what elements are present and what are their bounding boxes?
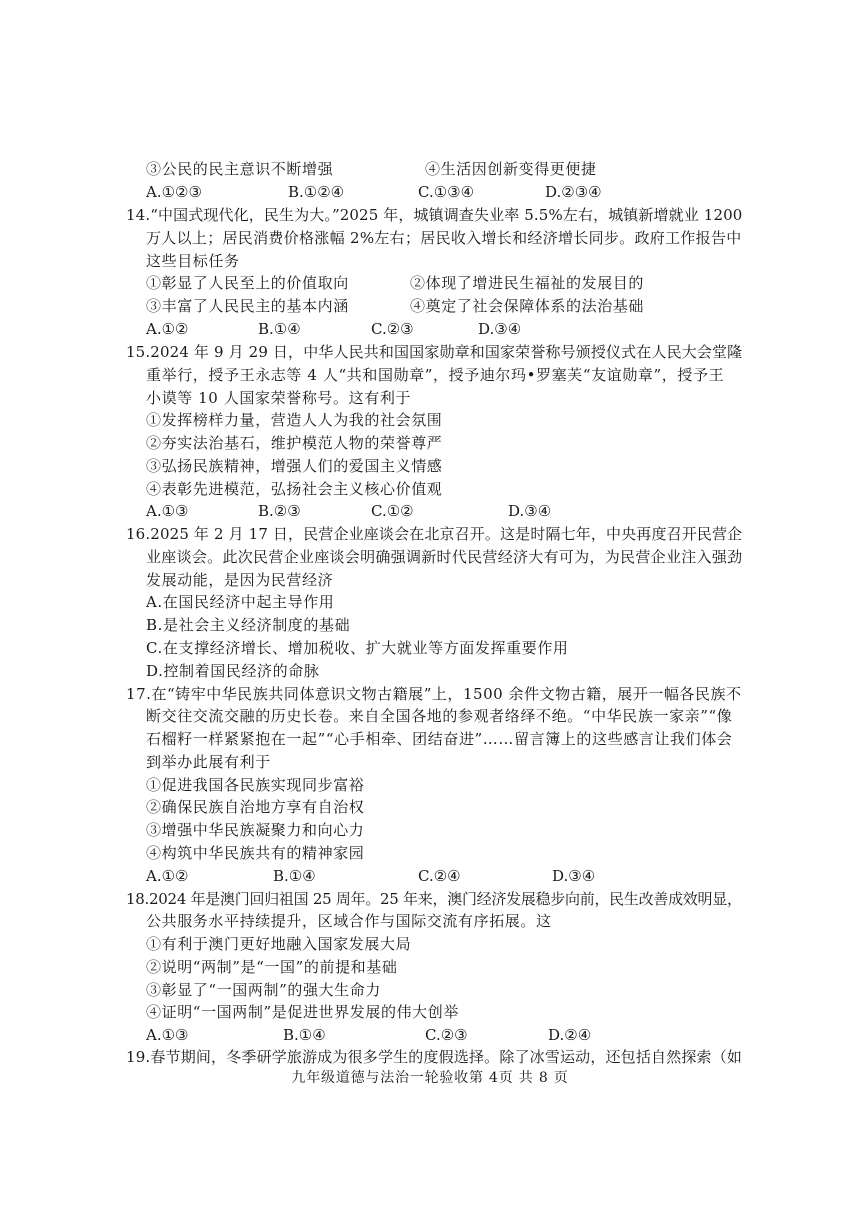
- q14-statement-1: ①彰显了人民至上的价值取向: [146, 274, 349, 292]
- q16-choice-a: A.在国民经济中起主导作用: [146, 593, 335, 611]
- q14-stem-line-2: 万人以上；居民消费价格涨幅 2%左右；居民收入增长和经济增长同步。政府工作报告中: [146, 229, 742, 247]
- q15-stem-line-1: 15.2024 年 9 月 29 日，中华人民共和国国家勋章和国家荣誉称号颁授仪式在人民大会堂隆: [126, 343, 743, 361]
- q18-statement-2: ②说明“两制”是“一国”的前提和基础: [146, 958, 398, 976]
- q17-statement-1: ①促进我国各民族实现同步富裕: [146, 776, 365, 794]
- q14-option-a: A.①②: [146, 320, 189, 338]
- q17-stem-line-2: 断交往交流交融的历史长卷。来自全国各地的参观者络绎不绝。“中华民族一家亲”“像: [146, 707, 733, 725]
- q15-option-b: B.②③: [258, 502, 301, 520]
- q14-statement-3: ③丰富了人民民主的基本内涵: [146, 297, 349, 315]
- q16-stem-line-2: 业座谈会。此次民营企业座谈会明确强调新时代民营经济大有可为，为民营企业注入强劲: [146, 548, 743, 566]
- q15-statement-4: ④表彰先进模范，弘扬社会主义核心价值观: [146, 480, 443, 498]
- q17-option-c: C.②④: [418, 867, 461, 885]
- q15-stem-line-3: 小谟等 10 人国家荣誉称号。这有利于: [146, 389, 412, 407]
- q17-statement-3: ③增强中华民族凝聚力和向心力: [146, 821, 365, 839]
- q13-statement-4: ④生活因创新变得更便捷: [425, 160, 597, 178]
- q15-option-a: A.①③: [146, 502, 189, 520]
- q15-stem-line-2: 重举行，授予王永志等 4 人“共和国勋章”，授予迪尔玛•罗塞芙“友谊勋章”，授予王: [146, 366, 725, 384]
- q16-stem-line-1: 16.2025 年 2 月 17 日，民营企业座谈会在北京召开。这是时隔七年，中央再度召开民营企: [126, 525, 743, 543]
- q14-statement-2: ②体现了增进民生福祉的发展目的: [410, 274, 645, 292]
- q18-statement-3: ③彰显了“一国两制”的强大生命力: [146, 981, 381, 999]
- q14-option-d: D.③④: [478, 320, 522, 338]
- q14-option-b: B.①④: [258, 320, 301, 338]
- q16-choice-b: B.是社会主义经济制度的基础: [146, 616, 351, 634]
- q19-stem-line-1: 19.春节期间，冬季研学旅游成为很多学生的度假选择。除了冰雪运动，还包括自然探索（如: [126, 1048, 743, 1066]
- q13-option-b: B.①②④: [288, 183, 345, 201]
- q13-option-d: D.②③④: [545, 183, 602, 201]
- q15-statement-3: ③弘扬民族精神，增强人们的爱国主义情感: [146, 457, 443, 475]
- q14-statement-4: ④奠定了社会保障体系的法治基础: [410, 297, 645, 315]
- q13-option-a: A.①②③: [146, 183, 202, 201]
- q16-choice-d: D.控制着国民经济的命脉: [146, 662, 320, 680]
- q18-option-c: C.②③: [425, 1026, 468, 1044]
- q13-statement-3: ③公民的民主意识不断增强: [146, 160, 334, 178]
- q17-option-b: B.①④: [273, 867, 316, 885]
- q14-stem-line-1: 14.“中国式现代化，民生为大。”2025 年，城镇调查失业率 5.5%左右，城镇新增就业 1200: [126, 206, 743, 224]
- q14-stem-line-3: 这些目标任务: [146, 252, 240, 270]
- q17-stem-line-1: 17.在“铸牢中华民族共同体意识文物古籍展”上，1500 余件文物古籍，展开一幅各民族不: [126, 685, 742, 703]
- q14-option-c: C.②③: [371, 320, 414, 338]
- q18-stem-line-2: 公共服务水平持续提升，区域合作与国际交流有序拓展。这: [146, 912, 552, 930]
- q15-statement-2: ②夯实法治基石，维护模范人物的荣誉尊严: [146, 434, 443, 452]
- q16-stem-line-3: 发展动能，是因为民营经济: [146, 571, 334, 589]
- q17-stem-line-4: 到举办此展有利于: [146, 753, 271, 771]
- q16-choice-c: C.在支撑经济增长、增加税收、扩大就业等方面发挥重要作用: [146, 639, 569, 657]
- q17-stem-line-3: 石榴籽一样紧紧抱在一起”“心手相牵、团结奋进”……留言簿上的这些感言让我们体会: [146, 730, 733, 748]
- q15-statement-1: ①发挥榜样力量，营造人人为我的社会氛围: [146, 411, 443, 429]
- q17-statement-2: ②确保民族自治地方享有自治权: [146, 798, 365, 816]
- q18-statement-4: ④证明“一国两制”是促进世界发展的伟大创举: [146, 1003, 459, 1021]
- q15-option-d: D.③④: [508, 502, 552, 520]
- q17-option-a: A.①②: [146, 867, 189, 885]
- q17-option-d: D.③④: [552, 867, 596, 885]
- q18-option-b: B.①④: [283, 1026, 326, 1044]
- q17-statement-4: ④构筑中华民族共有的精神家园: [146, 844, 365, 862]
- q13-option-c: C.①③④: [418, 183, 475, 201]
- q18-stem-line-1: 18.2024 年是澳门回归祖国 25 周年。25 年来，澳门经济发展稳步向前，民生改善成效明显，: [126, 890, 742, 908]
- q18-statement-1: ①有利于澳门更好地融入国家发展大局: [146, 935, 412, 953]
- q18-option-a: A.①③: [146, 1026, 189, 1044]
- q15-option-c: C.①②: [371, 502, 414, 520]
- page-footer: 九年级道德与法治一轮验收第 4页 共 8 页: [291, 1070, 569, 1086]
- q18-option-d: D.②④: [548, 1026, 592, 1044]
